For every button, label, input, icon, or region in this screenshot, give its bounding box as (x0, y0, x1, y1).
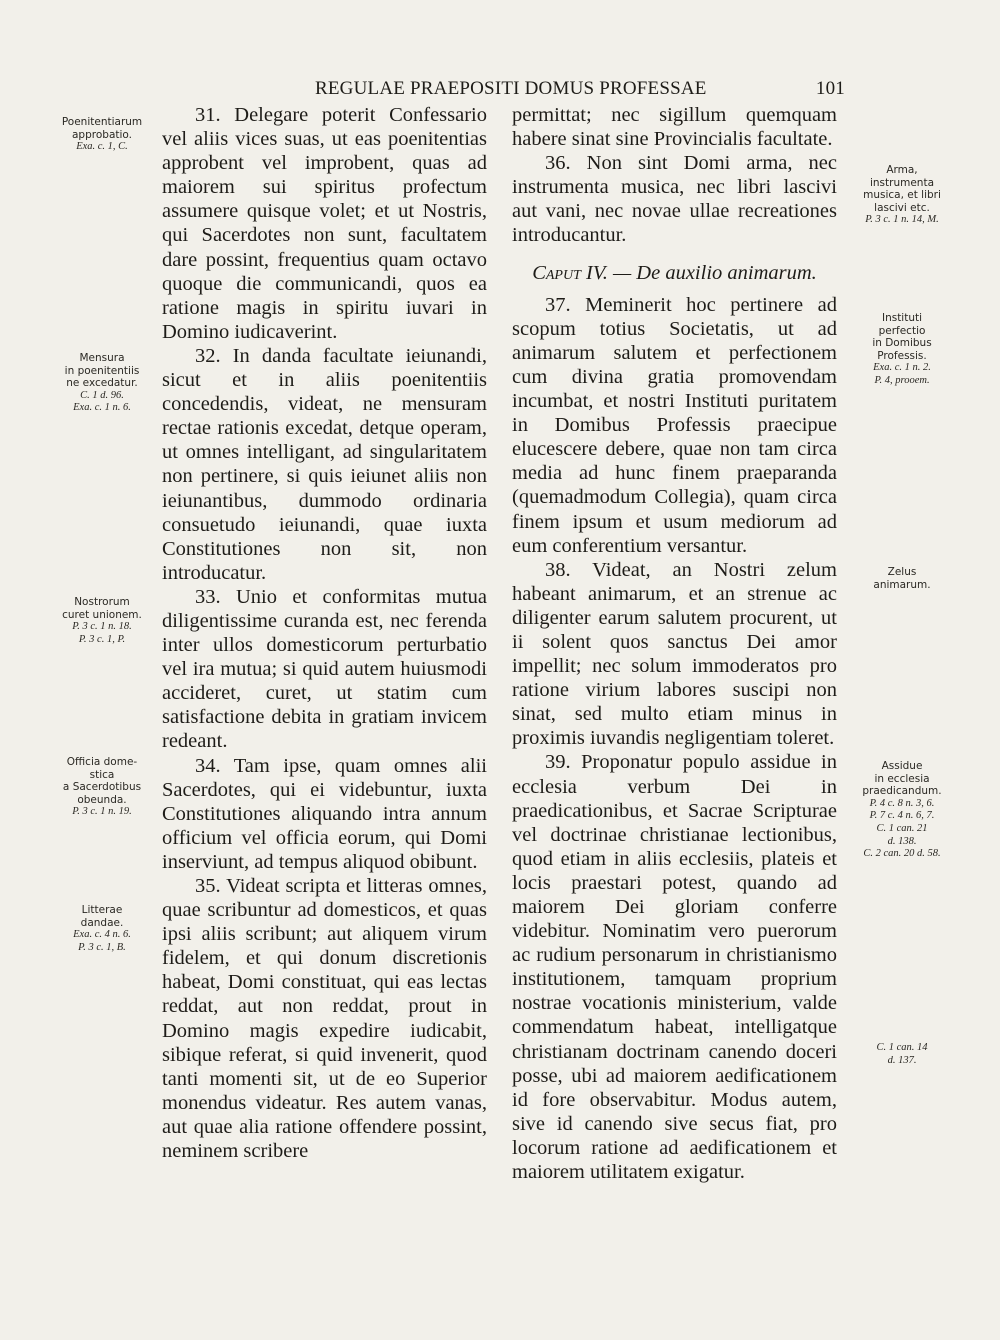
margin-note-line: approbatio. (72, 128, 132, 141)
paragraph-35: 35. Videat scripta et litteras omnes, quae scribuntur ad domesticos, et quas ipsi aliis scribunt; aut aliquem virum fidelem, et qui donum discretionis habeat, Domi constituat, qui eas lectas reddat, aut non reddat, prout in Domino magis expedire iudicabit, sibique referat, si quid invenerit, quod tanti momenti sit, ut de eo Superior monendus videatur. Res autem vanas, aut quae alia ratione offendere possint, neminem scribere (162, 875, 487, 1163)
margin-note-line: lascivi etc. (874, 201, 930, 214)
margin-note-instituti (852, 312, 952, 388)
running-header (315, 78, 845, 102)
margin-note-nostrorum (52, 596, 152, 646)
margin-note-ref: P. 4 c. 8 n. 3, 6. (869, 797, 935, 809)
margin-note-line: instrumenta (869, 176, 935, 189)
margin-note-ref: Exa. c. 1 n. 6. (73, 402, 131, 414)
left-text-column (162, 103, 487, 1163)
chapter-title: — De auxilio animarum. (612, 261, 817, 284)
paragraph-37: 37. Meminerit hoc pertinere ad scopum totius Societatis, ut ad animarum salutem et perfectionem cum divina gratia promovendam incumbat, et nostri Instituti puritatem in Domibus Professis praecipue elucescere debere, quae non tam circa media ad hunc finem praeparanda (quemadmodum Collegia), quam circa finem ipsum et usum mediorum ad eum conferentium versantur. (512, 293, 837, 557)
chapter-heading (512, 261, 837, 285)
margin-note-line: dandae. (80, 916, 124, 929)
margin-note-ref: C. 1 can. 14 (876, 1042, 928, 1053)
margin-note-line: Assidue (881, 760, 923, 772)
margin-note-zelus (852, 566, 952, 591)
margin-note-line: praedicandum. (862, 785, 942, 798)
margin-note-ref: P. 7 c. 4 n. 6, 7. (869, 810, 935, 822)
margin-note-ref: P. 3 c. 1 n. 19. (72, 806, 132, 818)
margin-note-line: Nostrorum (74, 596, 130, 608)
margin-note-ref: d. 138. (887, 835, 917, 847)
margin-note-assidue (852, 760, 952, 861)
margin-note-ref: Exa. c. 1 n. 2. (873, 362, 931, 374)
paragraph-32: 32. In danda facultate ieiunandi, sicut et in aliis poenitentiis concedendis, videat, ne mensuram rectae rationis excedat, detque operam, ut omnes intelligant, ad singularitatem non pertinere, si quis ieiunet aliis non ieiunantibus, dummodo ordinaria consuetudo ieiunandi, quae iuxta Constitutiones non sit, non introducatur. (162, 344, 487, 584)
paragraph-34: 34. Tam ipse, quam omnes alii Sacerdotes, qui ei videbuntur, iuxta Constitutiones aliquando intra annum officium vel officia eorum, qui Domi inserviunt, ad tempus aliquod obibunt. (162, 754, 487, 873)
margin-note-line: in poenitentiis (64, 364, 140, 377)
margin-note-litterae (52, 904, 152, 954)
margin-note-line: curet unionem. (62, 608, 142, 621)
margin-note-arma (852, 164, 952, 227)
margin-note-line: a Sacerdotibus (62, 781, 142, 794)
margin-note-officia (52, 756, 152, 819)
margin-note-line: musica, et libri (863, 189, 941, 202)
running-title: REGULAE PRAEPOSITI DOMUS PROFESSAE (315, 78, 707, 99)
margin-note-ref: P. 4, prooem. (874, 374, 930, 386)
right-text-column (512, 103, 837, 1184)
margin-note-line: Poenitentiarum (61, 116, 143, 128)
margin-note-line: Instituti (881, 312, 923, 324)
paragraph-33: 33. Unio et conformitas mutua diligentissime curanda est, nec ferenda inter ullos domesticorum perturbatio vel ira mutua; si quid autem huiusmodi accideret, curet, ut statim cum satisfactione debita in gratiam invicem redeant. (162, 585, 487, 753)
margin-note-ref: C. 1 can. 21 (876, 822, 928, 834)
margin-note-ref: P. 3 c. 1 n. 18. (72, 621, 132, 633)
chapter-label: Caput IV. (532, 261, 608, 284)
page-number: 101 (815, 78, 845, 99)
margin-note-ref: Exa. c. 1, C. (76, 141, 128, 153)
margin-note-line: perfectio (878, 324, 926, 337)
margin-note-line: in ecclesia (874, 772, 930, 785)
margin-note-line: obeunda. (77, 793, 127, 806)
margin-note-line: Zelus (887, 566, 917, 578)
margin-note-ref: C. 2 can. 20 d. 58. (863, 848, 941, 860)
margin-note-line: Litterae (81, 904, 123, 916)
margin-note-ref: Exa. c. 4 n. 6. (73, 929, 131, 941)
margin-note-poenitentiarum (52, 116, 152, 154)
margin-note-line: Arma, (886, 164, 918, 176)
margin-note-line: Officia dome- (66, 756, 138, 768)
paragraph-36: 36. Non sint Domi arma, nec instrumenta musica, nec libri lascivi aut vani, nec novae ullae recreationes introducantur. (512, 152, 837, 247)
paragraph-38: 38. Videat, an Nostri zelum habeant animarum, et an strenue ac diligenter earum salutem procurent, ut ii solent quos sanctus Dei amor impellit; nec solum immoderatos pro ratione virium labores suscipi non sinat, sed multo etiam minus in proximis iuvandis negligentiam toleret. (512, 558, 837, 750)
margin-note-ref: P. 3 c. 1 n. 14, M. (865, 214, 939, 226)
margin-note-ref: C. 1 d. 96. (80, 389, 124, 401)
margin-note-can14 (852, 1042, 952, 1067)
margin-note-line: in Domibus (872, 337, 932, 350)
paragraph-31: 31. Delegare poterit Confessario vel aliis vices suas, ut eas poenitentias approbent vel improbent, quas ad maiorem sui spiritus profectum assumere quisque volet; et ut Nostris, qui Sacerdotes non sunt, facultatem dare possint, frequentius quam octavo quoque die communicandi, quos ea ratione magis in spiritu iuvari in Domino iudicaverint. (162, 104, 487, 343)
margin-note-line: Professis. (877, 349, 927, 362)
margin-note-line: stica (89, 768, 115, 781)
paragraph-39: 39. Proponatur populo assidue in ecclesia verbum Dei in praedicationibus, et Sacrae Scripturae vel doctrinae christianae lectionibus, quod etiam in aliis ecclesiis, plateis et locis praestari potest, quando ad maiorem Dei gloriam conferre videbitur. Nominatim vero puerorum ac rudium personarum in christianismo institutionem, tamquam proprium nostrae vocationis ministerium, valde commendatum habeat, intelligatque christianam doctrinam canendo doceri posse, ubi ad maiorem aedificationem id fore observabitur. Modus autem, sive id canendo sive secus fiat, pro locorum ratione ad aedificationem et maiorem utilitatem exigatur. (512, 751, 837, 1184)
margin-note-line: Mensura (79, 352, 125, 364)
margin-note-line: ne excedatur. (66, 377, 138, 390)
margin-note-ref: P. 3 c. 1, P. (78, 633, 126, 645)
margin-note-ref: d. 137. (887, 1054, 917, 1066)
margin-note-ref: P. 3 c. 1, B. (78, 941, 126, 953)
margin-note-line: animarum. (873, 578, 931, 591)
paragraph-35-continuation: permittat; nec sigillum quemquam habere sinat sine Provincialis facultate. (512, 104, 837, 151)
margin-note-mensura (52, 352, 152, 415)
